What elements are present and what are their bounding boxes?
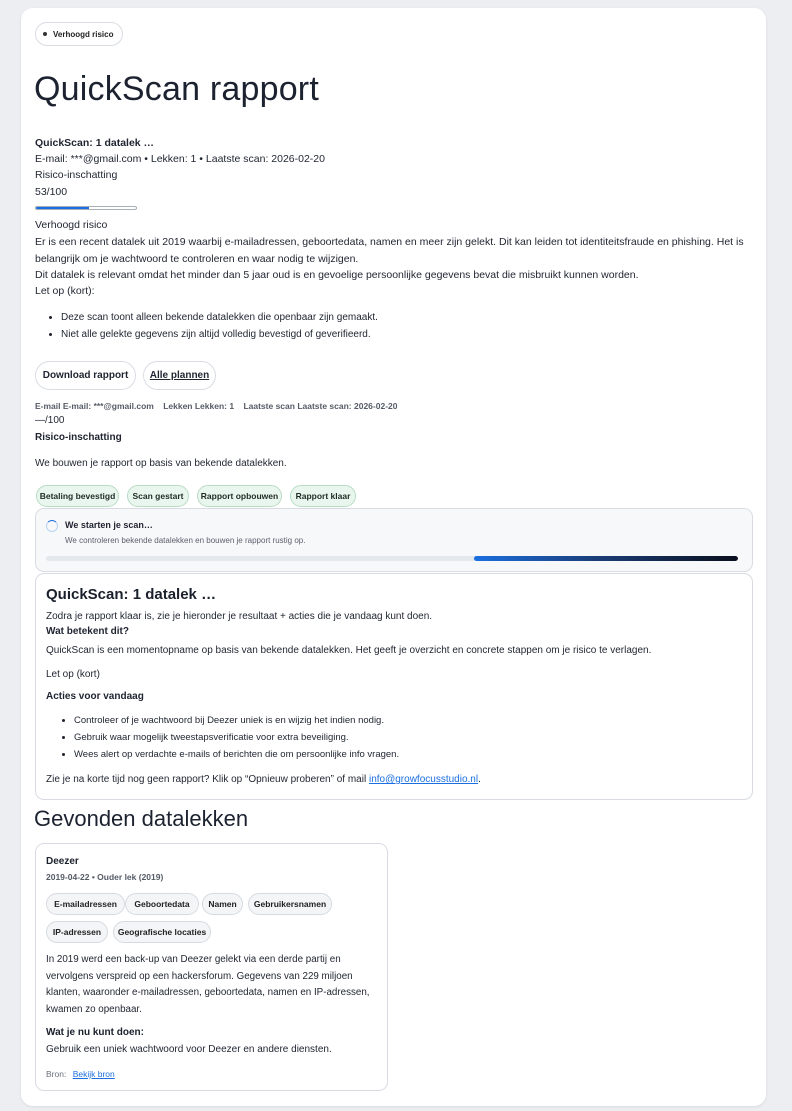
loading-spinner-icon [46,520,58,532]
data-tag: IP-adressen [46,921,108,943]
risk-badge [35,22,123,46]
footer-suffix: . [478,774,481,785]
view-source-link[interactable]: Bekijk bron [72,1069,115,1079]
scan-meta-row [35,401,404,411]
download-report-button[interactable]: Download rapport [35,361,136,390]
result-intro: Zodra je rapport klaar is, zie je hieronder je resultaat + acties die je vandaag kunt doen. [46,611,433,622]
summary-notes [61,309,378,343]
breach-source [46,1069,115,1079]
summary-note-label: Let op (kort): [35,285,95,297]
source-label: Bron: [46,1069,67,1079]
scan-progress-fill [474,556,738,561]
meta-leaks: Lekken Lekken: 1 [163,401,235,411]
progress-subtitle: We controleren bekende datalekken en bouwen je rapport rustig op. [65,536,306,545]
progress-title: We starten je scan… [65,520,153,530]
todo-heading: Wat je nu kunt doen: [46,1027,144,1038]
step-scan-started: Scan gestart [127,485,189,507]
actions-heading: Acties voor vandaag [46,691,144,702]
pending-score: —/100 [35,415,65,426]
summary-risk-label: Risico-inschatting [35,169,118,181]
meta-email: E-mail E-mail: ***@gmail.com [35,401,154,411]
result-footer [46,774,481,785]
action-list [74,712,399,763]
list-item: • Controleer of je wachtwoord bij Deezer uniek is en wijzig het indien nodig. [74,712,399,729]
step-report-ready: Rapport klaar [290,485,356,507]
report-card [21,8,766,1106]
summary-meta: E-mail: ***@gmail.com • Lekken: 1 • Laatste scan: 2026-02-20 [35,153,325,165]
risk-score-fill [36,207,89,209]
summary-paragraph-1: Er is een recent datalek uit 2019 waarbij e-mailadressen, geboortedata, namen en meer zijn gelekt. Dit kan leiden tot identiteitsfraude en phishing. Het is belangrijk om je wachtwoord te controleren en waar nodig te wijzigen. [35,236,744,265]
result-note-label: Let op (kort) [46,669,100,680]
meaning-heading: Wat betekent dit? [46,626,129,637]
data-tag: E-mailadressen [46,893,125,915]
data-tag: Namen [202,893,243,915]
list-item: • Niet alle gelekte gegevens zijn altijd volledig bevestigd of geverifieerd. [61,326,378,343]
breaches-heading: Gevonden datalekken [34,806,249,831]
contact-email-link[interactable]: info@growfocusstudio.nl [368,774,479,785]
breach-description: In 2019 werd een back-up van Deezer gelekt via een derde partij en vervolgens verspreid op een hackersforum. Gegevens van 229 miljoen klanten, waaronder e-mailadressen, geboortedata, namen en IP-adressen, kwamen zo openbaar. [46,954,370,1015]
data-tag: Gebruikersnamen [248,893,332,915]
meaning-text: QuickScan is een momentopname op basis van bekende datalekken. Het geeft je overzicht en concrete stappen om je risico te verlagen. [46,645,652,656]
all-plans-button[interactable]: Alle plannen [143,361,216,390]
breach-name: Deezer [46,856,79,867]
risk-score-bar [35,206,137,210]
scan-progress-bar [46,556,738,561]
building-text: We bouwen je rapport op basis van bekende datalekken. [35,458,287,469]
risk-badge-label: Verhoogd risico [53,29,114,39]
summary-score: 53/100 [35,186,68,198]
list-item: • Gebruik waar mogelijk tweestapsverificatie voor extra beveiliging. [74,729,399,746]
data-tag: Geboortedata [125,893,199,915]
result-title: QuickScan: 1 datalek … [46,586,217,603]
data-tag: Geografische locaties [113,921,211,943]
list-item: • Deze scan toont alleen bekende datalekken die openbaar zijn gemaakt. [61,309,378,326]
summary-level: Verhoogd risico [35,219,108,231]
list-item: • Wees alert op verdachte e-mails of berichten die om persoonlijke info vragen. [74,746,399,763]
footer-text: Zie je na korte tijd nog geen rapport? Klik op “Opnieuw proberen” of mail [46,774,369,785]
summary-paragraph-2: Dit datalek is relevant omdat het minder dan 5 jaar oud is en gevoelige persoonlijke gegevens bevat die misbruikt kunnen worden. [35,269,639,281]
step-payment-confirmed: Betaling bevestigd [36,485,119,507]
scan-progress-panel [35,508,753,572]
breach-card [35,843,388,1091]
risk-dot-icon [43,32,47,36]
page-title: QuickScan rapport [34,70,319,108]
result-panel [35,573,753,800]
todo-text: Gebruik een uniek wachtwoord voor Deezer en andere diensten. [46,1044,332,1055]
summary-headline: QuickScan: 1 datalek … [35,137,155,149]
pending-risk-label: Risico-inschatting [35,432,122,443]
meta-last-scan: Laatste scan Laatste scan: 2026-02-20 [243,401,398,411]
breach-meta: 2019-04-22 • Ouder lek (2019) [46,872,164,882]
step-building-report: Rapport opbouwen [197,485,282,507]
